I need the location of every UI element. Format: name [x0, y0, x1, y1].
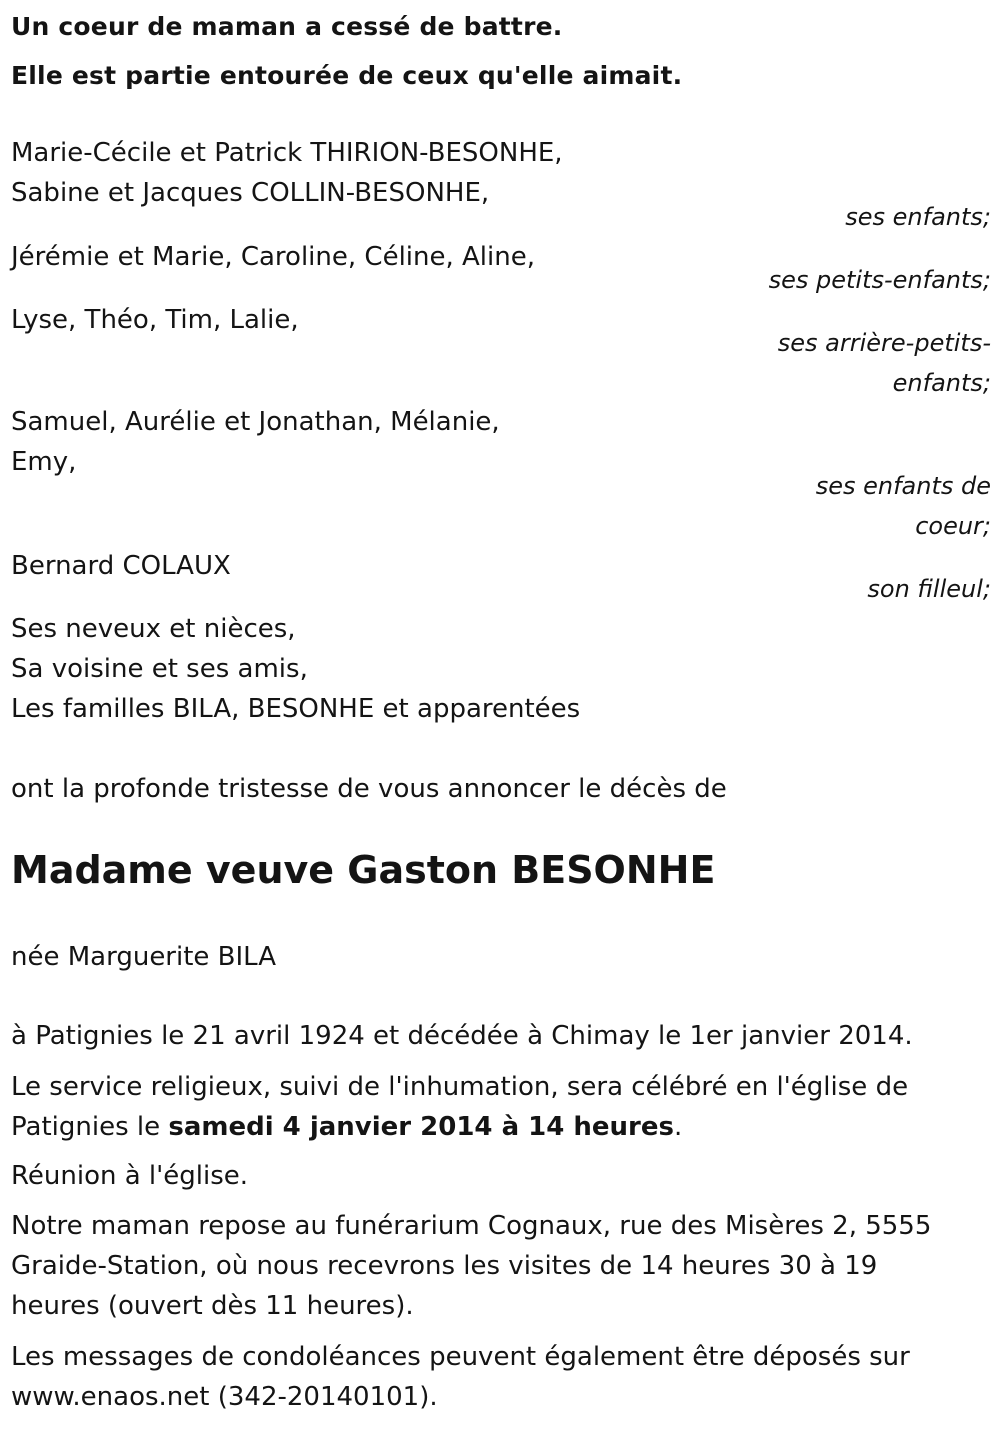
announcement-text: ont la profonde tristesse de vous annoncer le décès de [11, 774, 727, 804]
meeting-text: Réunion à l'église. [11, 1161, 249, 1191]
others-line-3: Les familles BILA, BESONHE et apparentées [11, 694, 581, 724]
deceased-name: Madame veuve Gaston BESONHE [11, 848, 716, 892]
grandchildren-line: Jérémie et Marie, Caroline, Céline, Aline, [11, 242, 535, 272]
funeral-home-paragraph: Notre maman repose au funérarium Cognaux, rue des Misères 2, 5555 Graide-Station, où nous recevrons les visites de 14 heures 30 à 19 heures (ouvert dès 11 heures). [11, 1211, 932, 1321]
heart-children-line-2: Emy, [11, 447, 77, 477]
heart-children-line-1: Samuel, Aurélie et Jonathan, Mélanie, [11, 407, 500, 437]
intro-line-1: Un coeur de maman a cessé de battre. [11, 12, 563, 41]
dates-text: à Patignies le 21 avril 1924 et décédée à Chimay le 1er janvier 2014. [11, 1021, 913, 1051]
condolences-paragraph: Les messages de condoléances peuvent également être déposés sur www.enaos.net (342-20140101). [11, 1342, 910, 1412]
others-line-2: Sa voisine et ses amis, [11, 654, 308, 684]
children-line-2: Sabine et Jacques COLLIN-BESONHE, [11, 178, 490, 208]
others-line-1: Ses neveux et nièces, [11, 614, 296, 644]
heart-children-relation-1: ses enfants de [815, 472, 991, 500]
godson-line: Bernard COLAUX [11, 551, 231, 581]
great-grandchildren-line: Lyse, Théo, Tim, Lalie, [11, 305, 299, 335]
great-grandchildren-relation-2: enfants; [892, 369, 991, 397]
service-date: samedi 4 janvier 2014 à 14 heures [168, 1112, 674, 1142]
grandchildren-relation: ses petits-enfants; [768, 266, 991, 294]
great-grandchildren-relation-1: ses arrière-petits- [777, 329, 991, 357]
maiden-name: née Marguerite BILA [11, 942, 277, 972]
service-end: . [674, 1112, 683, 1142]
service-paragraph [11, 1067, 971, 1147]
children-relation: ses enfants; [845, 203, 991, 231]
heart-children-relation-2: coeur; [915, 512, 991, 540]
godson-relation: son filleul; [867, 575, 991, 603]
children-line-1: Marie-Cécile et Patrick THIRION-BESONHE, [11, 138, 563, 168]
service-text: Le service religieux, suivi de l'inhumation, sera célébré en l'église de Patignies le [11, 1072, 909, 1142]
intro-line-2: Elle est partie entourée de ceux qu'elle aimait. [11, 61, 683, 90]
